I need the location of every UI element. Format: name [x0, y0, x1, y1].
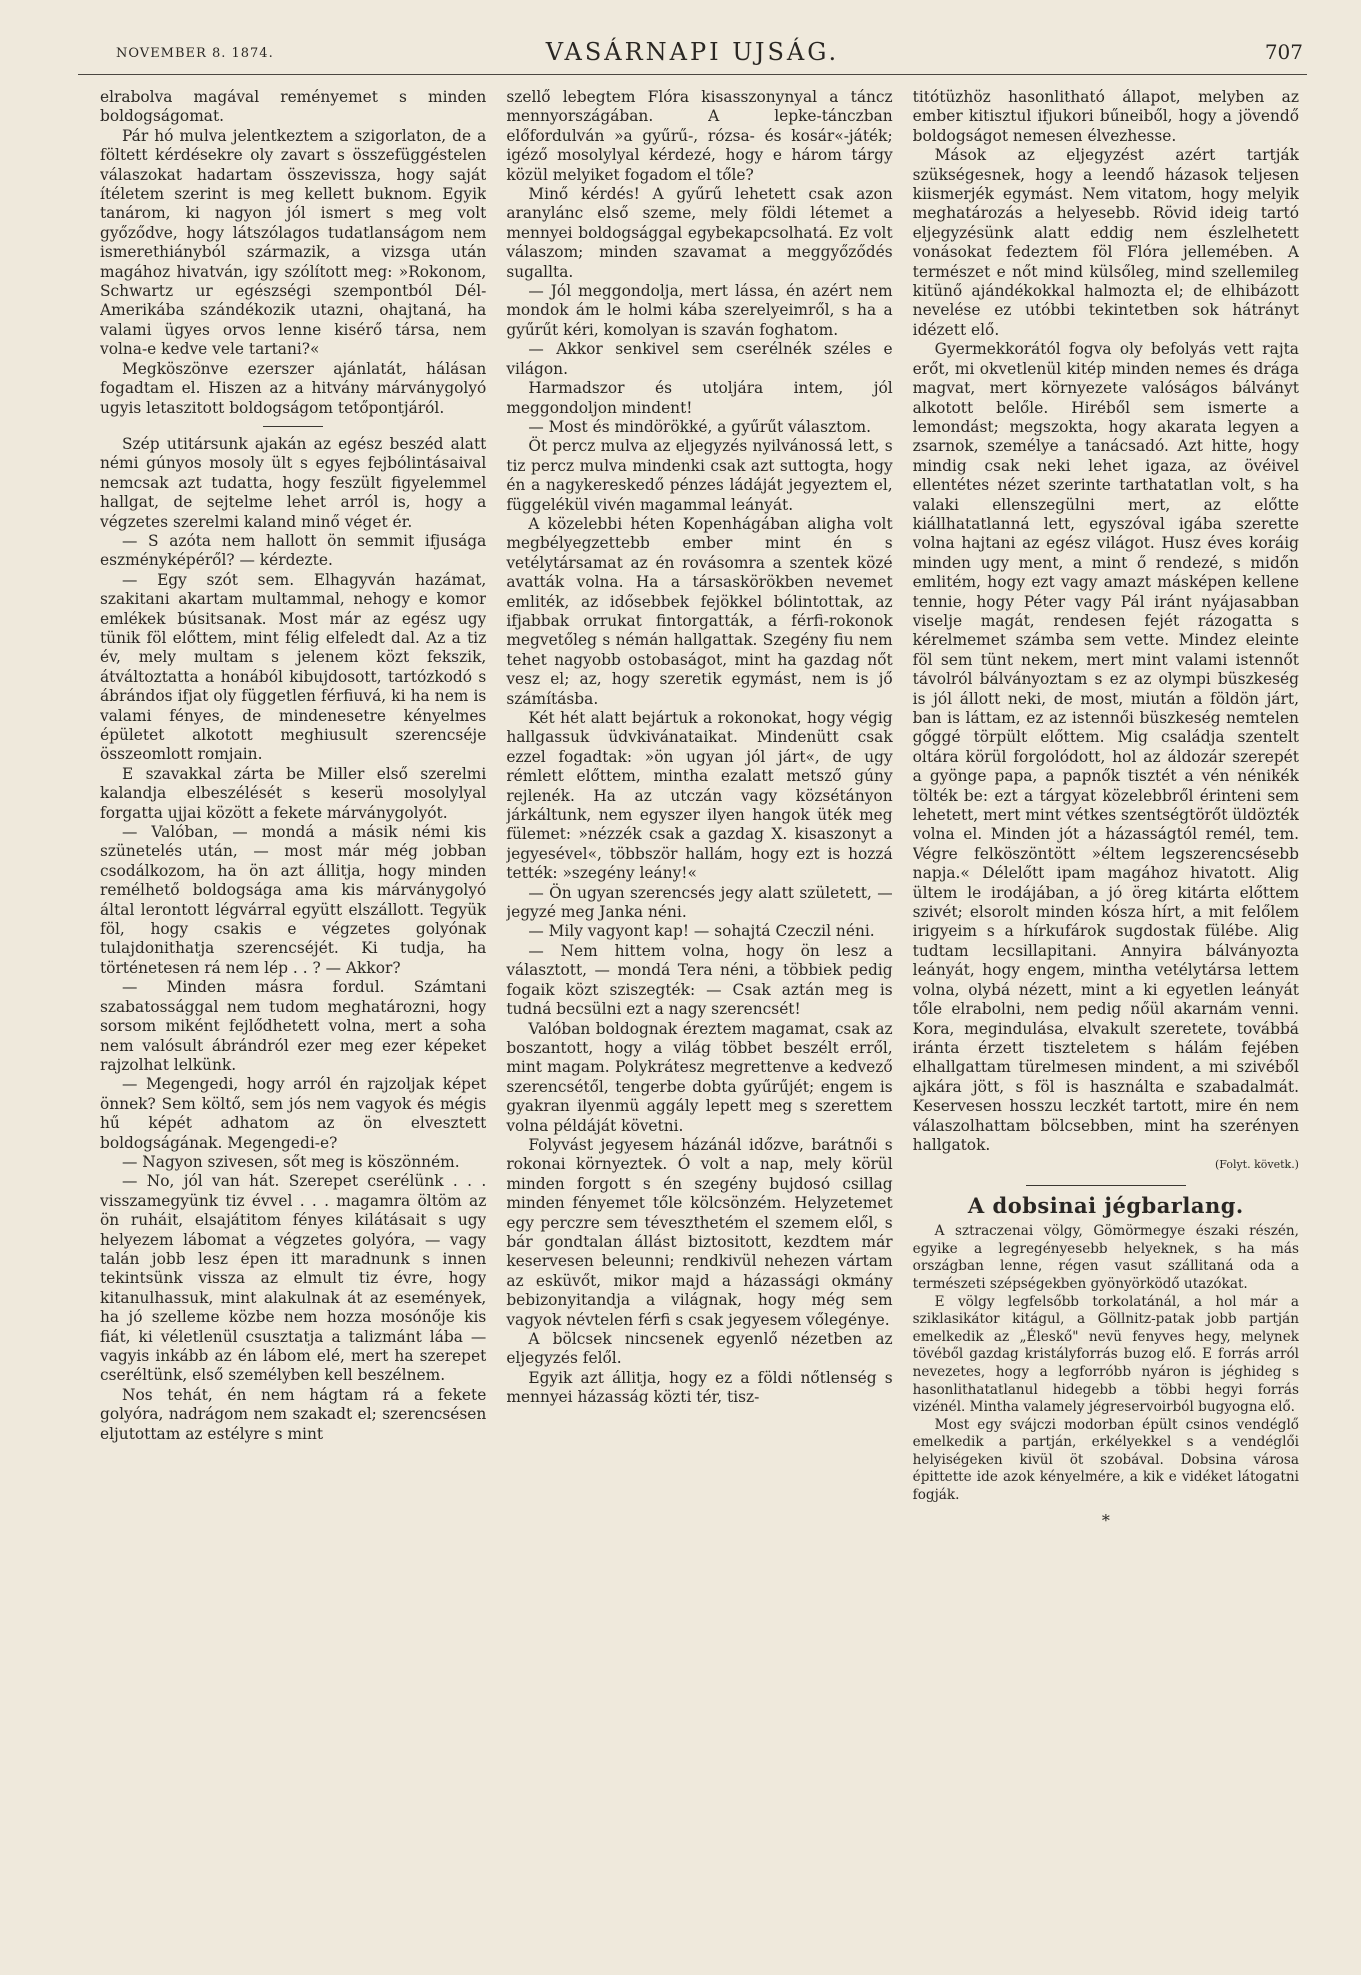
paragraph: — Most és mindörökké, a gyűrűt választom.: [528, 417, 872, 436]
article-title: A dobsinai jégbarlang.: [967, 1192, 1244, 1218]
continuation-note: (Folyt. követk.): [1215, 1158, 1299, 1172]
paragraph: A közelebbi héten Kopenhágában aligha volt megbélyegzettebb ember mint én s vetélytársamat az én rovásomra a szentek közé avatták volna. Ha a társaskörökben nevemet emliték, az idősebbek fejökkel bólintottak, az ifjabbak orrukat fintorgatták, a férfi-rokonok megvetőleg s némán hallgattak. Szegény fiu nem tehet nagyobb ostobaságot, mint ha gazdag nőt vesz el; az, hogy szeretik egymást, nem is jő számításba.: [506, 514, 893, 708]
paragraph: A bölcsek nincsenek egyenlő nézetben az eljegyzés felől.: [506, 1330, 893, 1368]
paragraph: — S azóta nem hallott ön semmit ifjusága eszményképéről? — kérdezte.: [100, 531, 487, 570]
paragraph: — Ön ugyan szerencsés jegy alatt született, — jegyzé meg Janka néni.: [506, 883, 893, 922]
paragraph: — Egy szót sem. Elhagyván hazámat, szakitani akartam multammal, nehogy e komor emlékek búsitsanak. Most már az egész ugy tünik föl előttem, mint félig elfeledt dal. Az a tiz év, mely multam s jelenem közt fekszik, átváltoztatta a honából kibujdosott, tartózkodó s ábrándos ifjat oly független férfiuvá, ki ha nem is valami fényes, de mindenesetre kényelmes épületet alkotott meghiusult szerencséje összeomlott romjain.: [100, 570, 487, 764]
paragraph: Szép utitársunk ajakán az egész beszéd alatt némi gúnyos mosoly ült s egyes fejbólintásaival nemcsak azt tudatta, hogy feszült figyelemmel hallgat, de sejtelme lehet arról is, hogy a végzetes szerelmi kaland minő véget ér.: [100, 434, 487, 531]
paragraph: Egyik azt állitja, hogy ez a földi nőtlenség s mennyei házasság közti tér, tisz-: [506, 1368, 893, 1407]
end-mark: *: [1101, 1510, 1110, 1530]
text-columns: [100, 88, 1299, 1945]
paragraph: E szavakkal zárta be Miller első szerelmi kalandja elbeszélését s keserü mosolylyal forgatta ujjai között a fekete márványgolyót.: [100, 764, 487, 822]
paragraph: Öt percz mulva az eljegyzés nyilvánossá lett, s tiz percz mulva mindenki csak azt suttogta, hogy én a nagykereskedő pénzes ládáját jegyeztem el, függelékül vivén magammal leányát.: [506, 437, 893, 514]
page-header: [78, 34, 1307, 75]
paragraph: Valóban boldognak éreztem magamat, csak az boszantott, hogy a világ többet beszélt erről, mint magam. Polykrátesz megrettenve a kedvező szerencsétől, tengerbe dobta gyűrűjét; engem is gyakran ilyenmü aggály lepett meg s szerettem volna példáját követni.: [506, 1019, 893, 1135]
paragraph: Két hét alatt bejártuk a rokonokat, hogy végig hallgassuk üdvkivánataikat. Mindenütt csak ezzel fogadtak: »ön ugyan jól járt«, de ugy rémlett előttem, mintha ezalatt metsző gúny rejlenék. Ha az utczán vagy közsétányon járkáltunk, nem egyszer ilyen hangok üték meg fülemet: »nézzék csak a gazdag X. kisaszonyt a jegyesével«, többször hallám, hogy ezt is hozzá tették: »szegény leány!«: [506, 709, 893, 883]
section-divider: [263, 426, 323, 427]
paragraph: — Megengedi, hogy arról én rajzoljak képet önnek? Sem költő, sem jós nem vagyok és mégis hű képét adhatom az ön elvesztett boldogságának. Megengedi-e?: [100, 1075, 487, 1152]
issue-date: NOVEMBER 8. 1874.: [116, 46, 274, 61]
paragraph: Gyermekkorától fogva oly befolyás vett rajta erőt, mi okvetlenül kitép minden nemes és drága magvat, mert környezete valóságos bálványt alkotott belőle. Hiréből sem ismerte a lemondást; megszokta, hogy akarata legyen a zsarnok, személye a tanácsadó. Azt hitte, hogy mindig csak neki lehet igaza, az övéivel ellentétes nézet szerinte tarthatatlan volt, s ha valaki ellenszegülni mert, az előtte kiállhatatlanná lett, egyszóval igába szerette volna hajtani az egész világot. Husz éves koráig minden ugy ment, a mint ő rendezé, s midőn emlitém, hogy ezt vagy amazt másképen kellene tennie, hogy Péter vagy Pál iránt nyájasabban viselje magát, rendesen fejét rázogatta s kérelmemet számba sem vette. Mindez eleinte föl sem tünt nekem, mert mint valami istennőt távolról bálványoztam s ez az olympi büszkeség is jól állott neki, de most, miután a földön járt, ban is láttam, ez az istennői büszkeség nemtelen gőggé törpült előttem. Mig családja szentelt oltára körül forgolódott, hol az áldozár szerepét a gyönge papa, a papnők tisztét a vén nénikék tölték be: ezt a tárgyat közelebbről érinteni sem lehetett, mert mint vétkes szentségtörőt üldözték volna el. Minden jót a házasságtól remél, tem. Végre felköszöntött »éltem legszerencsésebb napja.« Délelőtt ipam magához hivatott. Alig ültem le irodájában, a jó öreg kitárta előttem szivét; elsorolt minden kósza hírt, a mit felőlem irigyeim s a hírkufárok sugdostak fülébe. Alig tudtam lecsillapitani. Annyira bálványozta leányát, hogy engem, mintha vetélytársa lettem volna, olybá nézett, mint a ki egyetlen leányát tőle elrabolni, nem pedig nőül akarnám venni. Kora, megindulása, elvakult szeretete, továbbá iránta érzett tiszteletem s hálám fejében elhallgattam türelmesen mindent, a mi szivéből ajkára jött, s föl is használta e szabadalmát. Keservesen hosszu leczkét tartott, mire én nem válaszolhattam bölcsebben, mint ha szerényen hallgatok.: [912, 340, 1299, 1154]
paragraph: E völgy legfelsőbb torkolatánál, a hol már a sziklasikátor kitágul, a Göllnitz-patak jobb partján emelkedik az „Éleskő" nevü fenyves hegy, melynek tövéből gazdag kristályforrás buzog elő. E forrás arról nevezetes, hogy a legforróbb nyáron is jéghideg s hasonlithatatlanul hidegebb a többi hegyi forrás vizénél. Mintha valamely jégreservoirból bugyogna elő.: [912, 1293, 1299, 1416]
column-2: [506, 88, 892, 1945]
paragraph: Most egy svájczi modorban épült csinos vendéglő emelkedik a partján, erkélyekkel s a vendéglői helyiségeken kivül öt szobával. Dobsina városa épittette ide azok kényelmére, a kik e vidéket látogatni fogják.: [912, 1416, 1299, 1504]
paragraph: titótüzhöz hasonlitható állapot, melyben az ember kitisztul ifjukori bűneiből, hogy a jövendő boldogságot nemesen élvezhesse.: [912, 88, 1299, 145]
paragraph: — Minden másra fordul. Számtani szabatossággal nem tudom meghatározni, hogy sorsom miként fejlődhetett volna, mert a soha nem valósult ábrándról ezer meg ezer képeket rajzolhat lelkünk.: [100, 978, 487, 1074]
paragraph: elrabolva magával reményemet s minden boldogságomat.: [100, 88, 487, 126]
paragraph: — Valóban, — mondá a másik némi kis szünetelés után, — most már még jobban csodálkozom, ha ön azt állitja, hogy minden remélhető boldogsága ama kis márványgolyó által lerontott légvárral együtt elszállott. Tegyük föl, hogy csakis e végzetes golyónak tulajdonithatja szerencséjét. Ki tudja, ha történetesen rá nem lép . . ? — Akkor?: [100, 823, 487, 977]
column-1: [100, 88, 486, 1945]
section-divider: [1026, 1185, 1186, 1186]
article-body: [913, 1223, 1299, 1505]
paragraph: szellő lebegtem Flóra kisasszonynyal a táncz mennyországában. A lepke-tánczban előfordulván »a gyűrű-, rózsa- és kosár«-játék; igéző mosolylyal kérdezé, hogy e három tárgy közül melyiket fogadom el tőle?: [506, 88, 893, 184]
paragraph: — Akkor senkivel sem cserélnék széles e világon.: [506, 340, 893, 378]
paragraph: — Jól meggondolja, mert lássa, én azért nem mondok ám le holmi kába szerelyeimről, s ha a gyűrűt kéri, komolyan is szaván foghatom.: [506, 282, 893, 339]
paragraph: Mások az eljegyzést azért tartják szükségesnek, hogy a leendő házasok teljesen kiismerjék egymást. Nem vitatom, hogy melyik meghatározás a helyesebb. Rövid ideig tartó eljegyzésünk alatt eddig nem észlelhetett vonásokat fedeztem föl Flóra jellemében. A természet e nőt mind külsőleg, mind szellemileg kitünő ajándékokkal halmozta el; de elhibázott nevelése ez utóbbi tekintetben sok hátrányt idézett elő.: [912, 146, 1299, 339]
paragraph: — No, jól van hát. Szerepet cserélünk . . . visszamegyünk tiz évvel . . . magamra öltöm az ön ruháit, elsajátitom fényes kilátásait s ugy helyezem lábomat a végzetes golyóra, — vagy talán jobb lesz épen itt maradnunk s innen tekintsünk vissza az elmult tiz évre, hogy kitanulhassuk, mint alakulnak át az események, ha jó szelleme közbe nem hozza mosónője kis fiát, ki véletlenül csusztatja a talizmánt lába — vagyis inkább az én lábom elé, mert ha szerepet cseréltünk, első személyben kell beszélnem.: [100, 1172, 487, 1385]
paragraph: Megköszönve ezerszer ajánlatát, hálásan fogadtam el. Hiszen az a hitvány márványgolyó ugyis letaszitott boldogságom tetőpontjáról.: [100, 359, 487, 417]
page-number: 707: [1264, 40, 1303, 64]
paragraph: Folyvást jegyesem házánál időzve, barátnői s rokonai környeztek. Ó volt a nap, mely körül minden forgott s én szegény bujdosó csillag minden fényemet tőle kölcsönzém. Helyzetemet egy perczre sem téveszthetém el szemem elől, s bár gondtalan állást biztositott, kezdtem már keservesen beleunni; rendkivül nehezen vártam az esküvőt, mikor majd a házassági okmány bebizonyitandja a világnak, hogy még sem vagyok névtelen férfi s csak jegyesem vőlegénye.: [506, 1135, 893, 1329]
column-3: [913, 88, 1299, 1945]
paragraph: Pár hó mulva jelentkeztem a szigorlaton, de a föltett kérdésekre oly zavart s összefüggéstelen válaszokat hadartam összevissza, hogy saját ítéletem szerint is meg kellett buknom. Egyik tanárom, ki nagyon jól ismert s meg volt győződve, hogy látszólagos tudatlanságom nem ismerethiányból származik, a vizsga után magához hivatván, igy szólított meg: »Rokonom, Schwartz ur egészségi szempontból Dél-Amerikába szándékozik utazni, ohajtaná, ha valami ügyes orvos lenne kisérő társa, nem volna-e kedve vele tartani?«: [100, 126, 487, 359]
paragraph: Harmadszor és utoljára intem, jól meggondoljon mindent!: [506, 379, 893, 417]
paragraph: — Nem hittem volna, hogy ön lesz a választott, — mondá Tera néni, a többiek pedig fogaik közt sziszegték: — Csak aztán meg is tudná becsülni ezt a nagy szerencsét!: [506, 941, 893, 1019]
paragraph: Minő kérdés! A gyűrű lehetett csak azon aranylánc első szeme, mely földi létemet a mennyei boldogsággal egybekapcsolhatá. Ez volt válaszom; minden szavamat a meggyőződés sugallta.: [506, 185, 893, 281]
paragraph: — Nagyon szivesen, sőt meg is köszönném.: [122, 1152, 460, 1171]
paragraph: Nos tehát, én nem hágtam rá a fekete golyóra, nadrágom nem szakadt el; szerencsésen eljutottam az estélyre s mint: [100, 1385, 487, 1443]
masthead-title: VASÁRNAPI UJSÁG.: [545, 38, 840, 66]
paragraph: — Mily vagyont kap! — sohajtá Czeczil néni.: [528, 922, 875, 941]
paragraph: A sztraczenai völgy, Gömörmegye északi részén, egyike a legregényesebb helyeknek, s ha más országban lenne, régen vasut szállitaná oda a természeti szépségekben gyönyörködő utazókat.: [912, 1223, 1299, 1292]
